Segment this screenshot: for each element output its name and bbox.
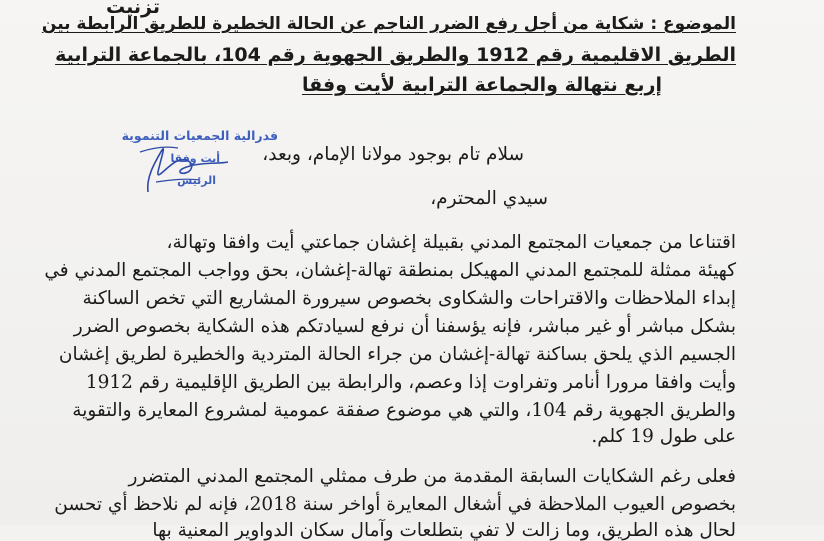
para1-line: وأيت وافقا مرورا أنامر وتفراوت إذا وعصم، والرابطة بين الطريق الإقليمية رقم 1912 xyxy=(85,372,736,393)
para2-line: بخصوص العيوب الملاحظة في أشغال المعايرة أواخر سنة 2018، فإنه لم نلاحظ أي تحسن xyxy=(54,494,736,515)
para2-line: فعلى رغم الشكايات السابقة المقدمة من طرف ممثلي المجتمع المدني المتضرر xyxy=(128,466,736,487)
stamp-line-2: أيت وفقا xyxy=(170,152,220,165)
para1-line: والطريق الجهوية رقم 104، والتي هي موضوع صفقة عمومية لمشروع المعايرة والتقوية xyxy=(72,400,736,421)
salutation: سلام تام بوجود مولانا الإمام، وبعد، xyxy=(262,144,524,165)
para1-line: بشكل مباشر أو غير مباشر، فإنه يؤسفنا أن نرفع لسيادتكم هذه الشكاية بخصوص الضرر xyxy=(73,316,736,337)
address-line: سيدي المحترم، xyxy=(430,188,548,209)
para1-line: على طول 19 كلم. xyxy=(591,426,736,447)
stamp-line-3: الرئيس xyxy=(177,174,216,187)
para1-line: إبداء الملاحظات والاقتراحات والشكاوى بخصوص سيرورة المشاريع التي تخص الساكنة xyxy=(82,288,736,309)
para1-line: اقتناعا من جمعيات المجتمع المدني بقبيلة إغشان جماعتي أيت وافقا وتهالة، xyxy=(166,232,736,253)
para1-line: كهيئة ممثلة للمجتمع المدني المهيكل بمنطقة تهالة-إغشان، بحق وواجب المجتمع المدني في xyxy=(44,260,736,281)
subject-line-3: إربع نتهالة والجماعة الترابية لأيت وفقا xyxy=(302,74,662,96)
subject-line-1: الموضوع : شكاية من أجل رفع الضرر الناجم عن الحالة الخطيرة للطريق الرابطة بين xyxy=(41,14,736,34)
subject-line-2: الطريق الاقليمية رقم 1912 والطريق الجهوية رقم 104، بالجماعة الترابية xyxy=(55,44,736,66)
stamp-line-1: فدرالية الجمعيات التنموية xyxy=(121,128,278,143)
para1-line: الجسيم الذي يلحق بساكنة تهالة-إغشان من جراء الحالة المتردية والخطيرة لطريق إغشان xyxy=(58,344,736,365)
header-place: تزنيت xyxy=(106,0,160,18)
para2-line: لحال هذه الطريق، وما زالت لا تفي بتطلعات وآمال سكان الدواوير المعنية بها xyxy=(152,520,736,541)
